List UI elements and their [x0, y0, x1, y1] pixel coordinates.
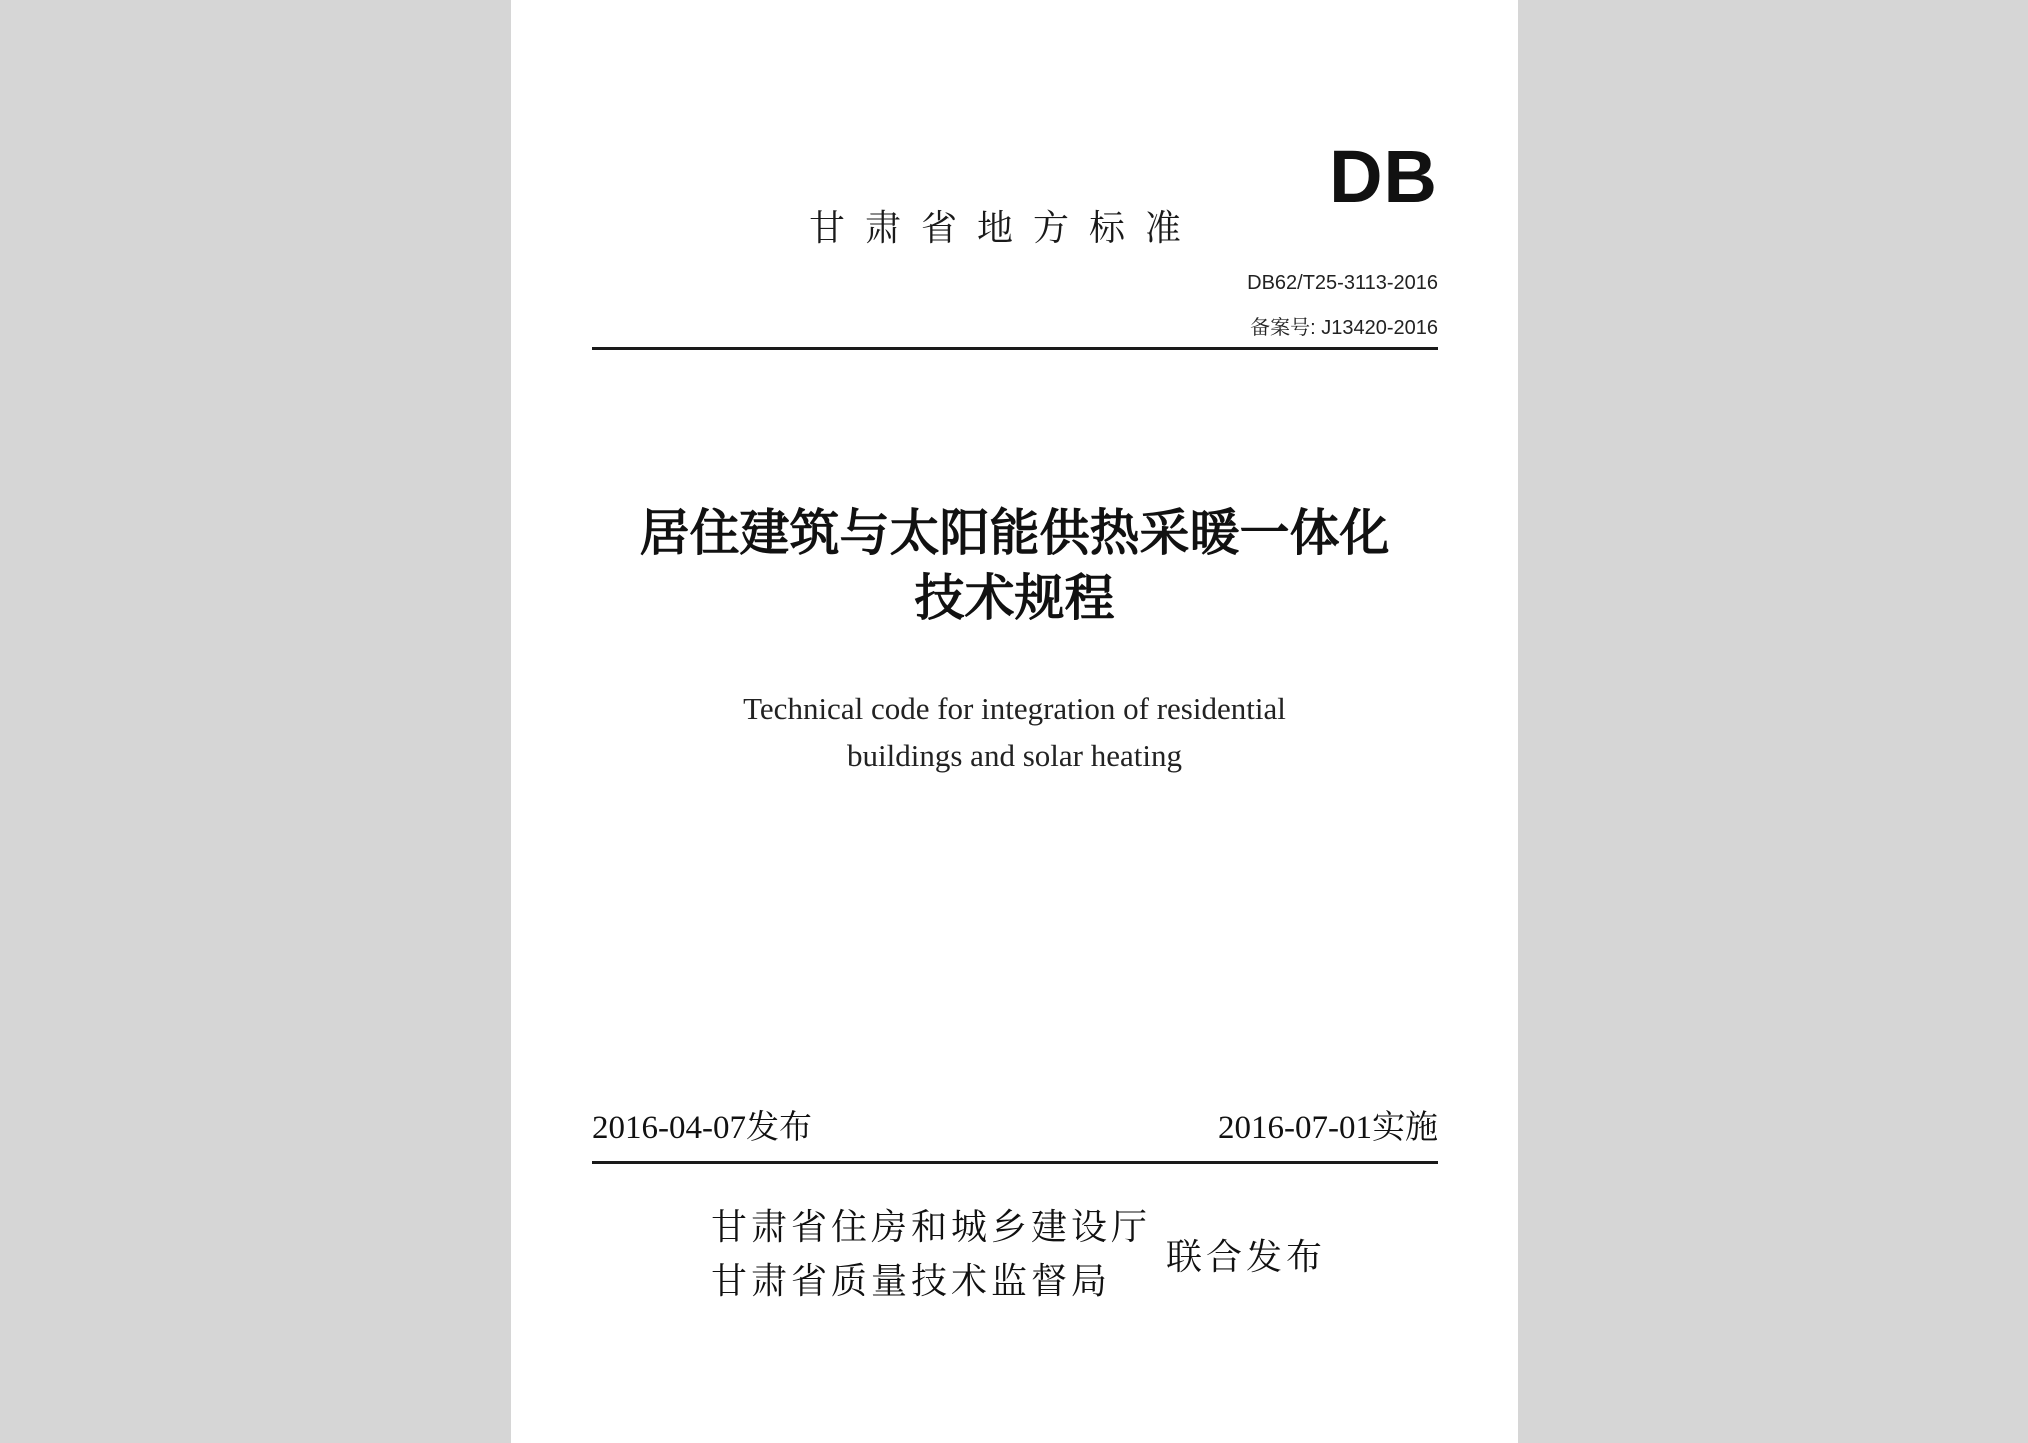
- joint-release-label: 联合发布: [1166, 1237, 1327, 1278]
- publisher-org-2: 甘肃省质量技术监督局: [711, 1261, 1112, 1302]
- top-divider: [592, 347, 1438, 350]
- record-number: 备案号: J13420-2016: [1250, 317, 1438, 339]
- publisher-org-1: 甘肃省住房和城乡建设厅: [711, 1207, 1152, 1248]
- english-title-line-2: buildings and solar heating: [847, 738, 1182, 773]
- issue-date: 2016-04-07发布: [592, 1110, 812, 1146]
- english-title-line-1: Technical code for integration of residential: [743, 691, 1286, 726]
- standard-type-label: 甘肃省地方标准: [809, 208, 1202, 249]
- bottom-divider: [592, 1161, 1438, 1164]
- chinese-title-line-1: 居住建筑与太阳能供热采暖一体化: [639, 503, 1390, 562]
- standard-code: DB62/T25-3113-2016: [1247, 272, 1438, 294]
- db-logo: DB: [1329, 135, 1438, 218]
- implementation-date: 2016-07-01实施: [1218, 1110, 1438, 1146]
- document-page: [511, 0, 1518, 1443]
- chinese-title-line-2: 技术规程: [914, 568, 1115, 627]
